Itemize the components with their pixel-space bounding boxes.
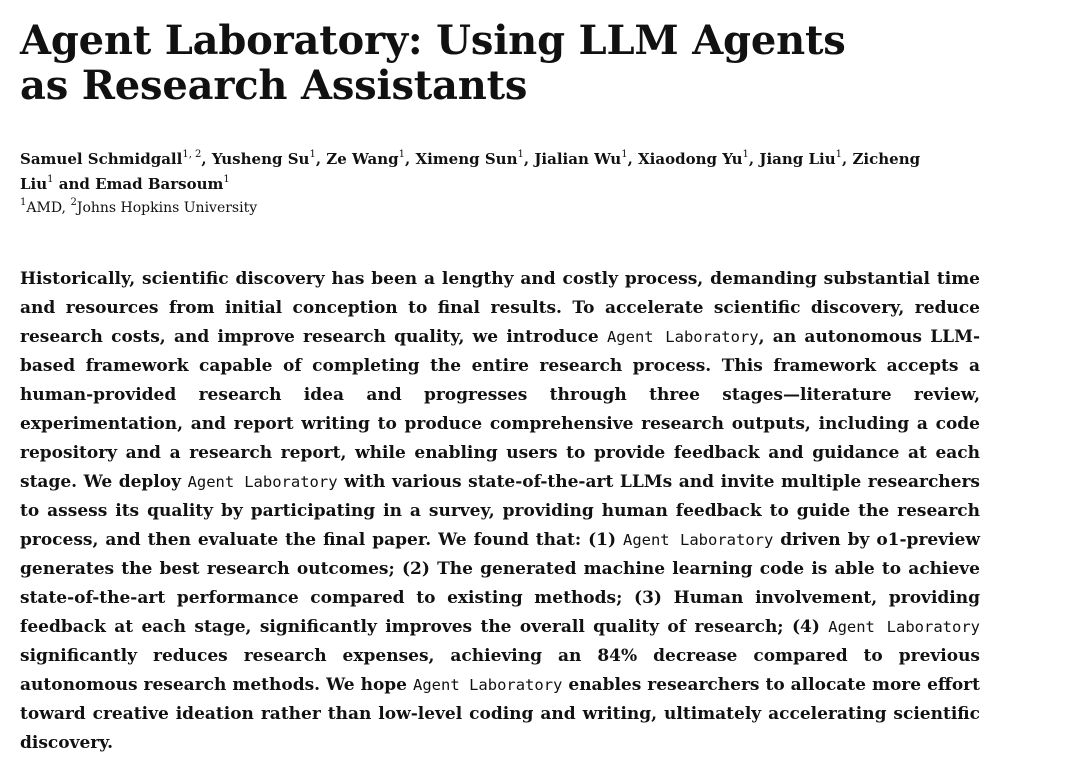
author: [534, 150, 627, 168]
author-name: Yusheng Su: [211, 150, 310, 168]
author-name: Xiaodong Yu: [638, 150, 743, 168]
paper-page: [20, 18, 980, 775]
abstract-text: driven by o1-preview generates the best research outcomes; (2) The generated machine learning code is able to achieve state-of-the-art performance compared to existing methods; (3) Human involvement, providing feedback at each stage, significantly improves the overall quality of research; (4): [20, 530, 980, 637]
author-affiliation-mark: 1, 2: [182, 149, 202, 160]
framework-name: Agent Laboratory: [828, 618, 980, 636]
affiliation-mark: 1: [20, 197, 27, 209]
author-separator: and: [53, 175, 96, 193]
affiliation-name: AMD: [26, 200, 62, 216]
author: [212, 150, 316, 168]
author-separator: ,: [405, 150, 416, 168]
affiliation-mark: 2: [70, 197, 77, 209]
abstract: [20, 265, 980, 758]
author-name: Zicheng Liu: [20, 150, 921, 193]
author-affiliation-mark: 1: [517, 149, 524, 160]
author: [95, 175, 230, 193]
author-separator: ,: [315, 150, 327, 168]
author-separator: ,: [523, 150, 535, 168]
affiliation-separator: ,: [61, 200, 71, 216]
author: [415, 150, 523, 168]
author-name: Ximeng Sun: [415, 150, 518, 168]
author-name: Emad Barsoum: [95, 175, 224, 193]
author-affiliation-mark: 1: [835, 149, 843, 160]
author-name: Jialian Wu: [534, 150, 622, 168]
author-separator: ,: [201, 150, 212, 168]
framework-name: Agent Laboratory: [187, 473, 338, 491]
affiliation-name: Johns Hopkins University: [76, 200, 258, 216]
author-affiliation-mark: 1: [621, 149, 628, 160]
author-affiliation-mark: 1: [742, 149, 749, 160]
abstract-text: , an autonomous LLM-based framework capable of completing the entire research process. This framework accepts a human-provided research idea and progresses through three stages—literature review, experimentation, and report writing to produce comprehensive research outputs, including a code repository and a research report, while enabling users to provide feedback and guidance at each stage. We deploy: [20, 327, 980, 492]
abstract-text: Historically, scientific discovery has been a lengthy and costly process, demanding substantial time and resources from initial conception to final results. To accelerate scientific discovery, reduce research costs, and improve research quality, we introduce: [20, 269, 980, 347]
affiliation-list: [20, 197, 980, 219]
author: [638, 150, 749, 168]
affiliation: [70, 197, 258, 216]
author-affiliation-mark: 1: [309, 149, 316, 160]
author: [759, 150, 842, 168]
author-name: Jiang Liu: [759, 150, 836, 168]
author-name: Ze Wang: [326, 150, 399, 168]
abstract-text: with various state-of-the-art LLMs and invite multiple researchers to assess its quality by participating in a survey, providing human feedback to guide the research process, and then evaluate the final paper. We found that: (1): [20, 472, 980, 550]
paper-title: Agent Laboratory: Using LLM Agents as Research Assistants: [20, 17, 846, 109]
author: [326, 150, 405, 168]
author-affiliation-mark: 1: [47, 174, 54, 185]
author-list: [20, 147, 950, 197]
author-affiliation-mark: 1: [398, 149, 406, 160]
abstract-text: significantly reduces research expenses, achieving an 84% decrease compared to previous autonomous research methods. We hope: [20, 646, 980, 695]
author-affiliation-mark: 1: [223, 174, 230, 185]
author-separator: ,: [842, 150, 853, 168]
framework-name: Agent Laboratory: [622, 531, 774, 549]
affiliation: [20, 197, 62, 216]
framework-name: Agent Laboratory: [606, 328, 759, 346]
framework-name: Agent Laboratory: [413, 676, 563, 694]
author-name: Samuel Schmidgall: [20, 150, 183, 168]
abstract-text: enables researchers to allocate more effort toward creative ideation rather than low-level coding and writing, ultimately accelerating scientific discovery.: [20, 675, 980, 753]
author-separator: ,: [748, 150, 760, 168]
author: [20, 150, 201, 168]
author-separator: ,: [627, 150, 639, 168]
